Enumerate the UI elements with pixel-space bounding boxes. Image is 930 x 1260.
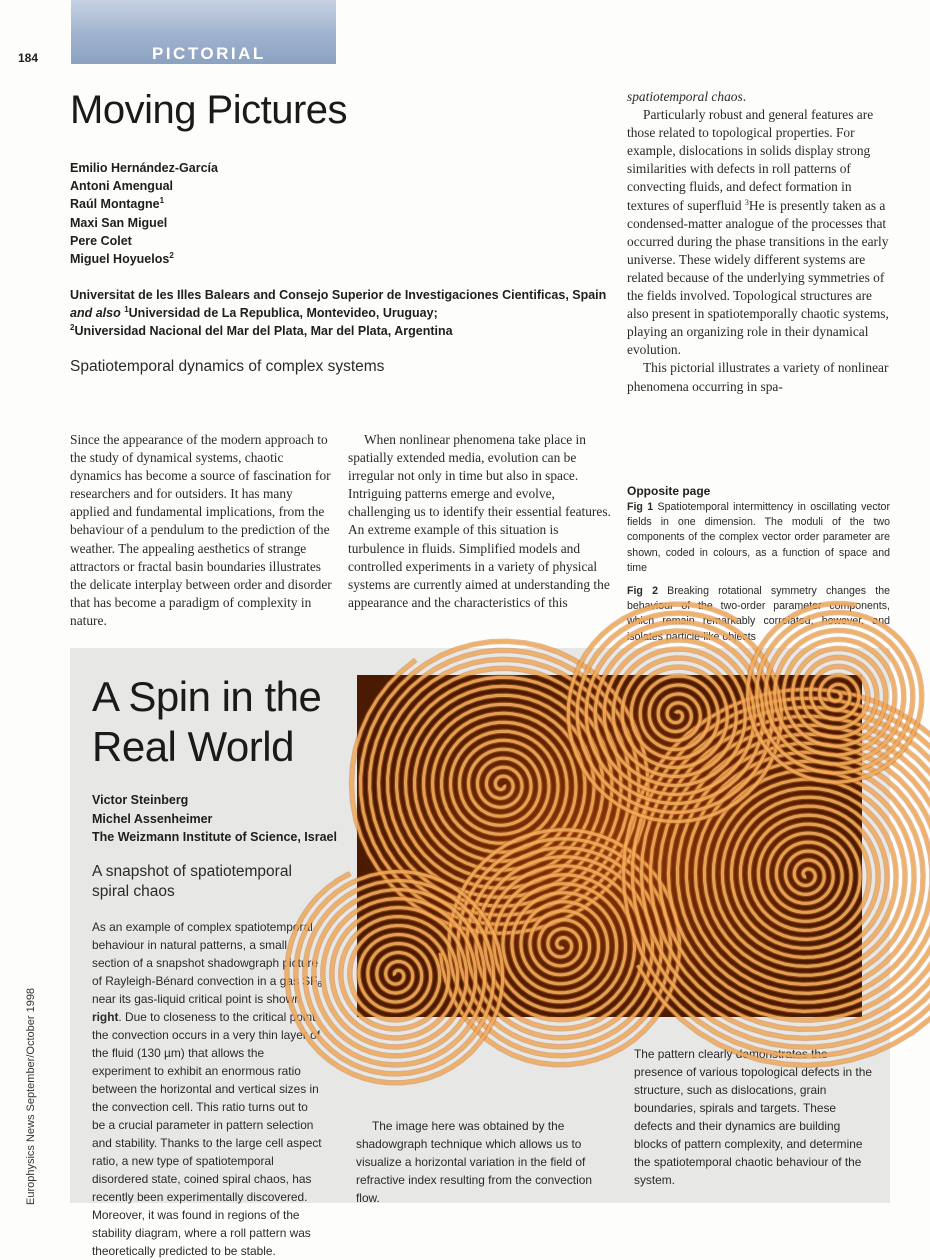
figure-1-caption: Fig 1 Spatiotemporal intermittency in oscillating vector fields in one dimension. The moduli of the two components of the complex vector order parameter are shown, coded in colours, as a function of space and time (627, 501, 890, 574)
spiral-pattern-graphic (357, 675, 862, 1017)
body-paragraph: Since the appearance of the modern approach to the study of dynamical systems, chaotic dynamics has become a source of fascination for researchers and for outsiders. It has many applied and fundamental implications, from the behaviour of a pendulum to the prediction of the weather. The appealing aesthetics of strange attractors or fractal basin boundaries illustrates the delicate interplay between order and disorder that has become a paradigm of complexity in nature. (70, 432, 332, 628)
affiliation: The Weizmann Institute of Science, Israel (92, 830, 337, 844)
affiliations (70, 287, 610, 340)
box-title: A Spin in the Real World (92, 673, 322, 770)
box-paragraph: As an example of complex spatiotemporal behaviour in natural patterns, a small section of a snapshot shadowgraph picture of Rayleigh-Bénard convection in a gas $SF_6$ near its gas-liquid critical point is shown right. Due to closeness to the critical point the convection occurs in a very thin layer of the fluid (130 µm) that allows the experiment to exhibit an enormous ratio between the horizontal and vertical sizes in the convection cell. This ratio turns out to be a crucial parameter in pattern selection and stability. Thanks to the large cell aspect ratio, a new type of spatiotemporal disordered state, coined spiral chaos, has recently been experimentally discovered. Moreover, it was found in regions of the stability diagram, where a roll pattern was theoretically predicted to be stable. (92, 920, 322, 1258)
author: Miguel Hoyuelos$^2$ (70, 251, 174, 267)
author: Michel Assenheimer (92, 811, 213, 826)
article-title: Moving Pictures (70, 88, 348, 132)
article-subtitle: Spatiotemporal dynamics of complex systems (70, 358, 385, 375)
body-column-1 (70, 431, 332, 631)
figure-2-caption: Fig 2 Breaking rotational symmetry changes the behaviour of the two-order parameter components, which remain remarkably correlated, however, and isolates particle-like objects (627, 585, 890, 643)
author: Maxi San Miguel (70, 215, 168, 230)
journal-running-footer: Europhysics News September/October 1998 (25, 987, 37, 1205)
body-column-2 (348, 431, 613, 631)
body-paragraph: Particularly robust and general features are those related to topological properties. For example, dislocations in solids display strong similarities with defects in roll patterns of convecting fluids, and defect formation in textures of superfluid $^3$He is presently taken as a condensed-matter analogue of the processes that occurred during the phase transitions in the early universe. These widely different systems are related because of the underlying symmetries of the fields involved. Topological structures are also present in spatiotemporally chaotic systems, playing an organizing role in their dynamical evolution. (627, 107, 889, 358)
figure-captions (627, 484, 890, 653)
author: Antoni Amengual (70, 179, 174, 194)
affiliation: Universitat de les Illes Balears and Consejo Superior de Investigaciones Cientificas, Spain (70, 288, 607, 302)
affiliation: $^2$Universidad Nacional del Mar del Plata, Mar del Plata, Argentina (70, 322, 453, 338)
author: Raúl Montagne$^1$ (70, 196, 165, 212)
box-column-3 (634, 1045, 874, 1189)
page-number: 184 (18, 51, 39, 65)
section-label: PICTORIAL (152, 44, 266, 63)
body-paragraph: When nonlinear phenomena take place in spatially extended media, evolution can be irregular not only in time but also in space. Intriguing patterns emerge and evolve, challenging us to identify their essential features. An extreme example of this situation is turbulence in fluids. Simplified models and controlled experiments in a variety of physical systems are currently aimed at understanding the appearance and the characteristics of this (348, 432, 611, 610)
affiliation: and also $^1$Universidad de La Republica, Montevideo, Uruguay; (70, 304, 438, 320)
author: Pere Colet (70, 233, 132, 248)
spiral-chaos-image (357, 675, 862, 1017)
box-authors (92, 791, 337, 847)
caption-heading: Opposite page (627, 484, 711, 498)
author-list (70, 159, 218, 268)
body-paragraph: This pictorial illustrates a variety of nonlinear phenomena occurring in spa- (627, 360, 889, 394)
box-subtitle: A snapshot of spatiotemporal spiral chaos (92, 863, 292, 900)
box-paragraph: The image here was obtained by the shadowgraph technique which allows us to visualize a horizontal variation in the field of refractive index resulting from the convection flow. (356, 1119, 592, 1205)
box-paragraph: The pattern clearly demonstrates the presence of various topological defects in the structure, such as dislocations, grain boundaries, spirals and targets. These defects and their dynamics are building blocks of pattern complexity, and determine the spatiotemporal chaotic behaviour of the system. (634, 1047, 872, 1187)
author: Victor Steinberg (92, 793, 189, 807)
author: Emilio Hernández-García (70, 161, 218, 175)
box-column-2 (356, 1045, 606, 1207)
body-column-3 (627, 88, 890, 396)
body-paragraph: spatiotemporal chaos. (627, 89, 747, 104)
